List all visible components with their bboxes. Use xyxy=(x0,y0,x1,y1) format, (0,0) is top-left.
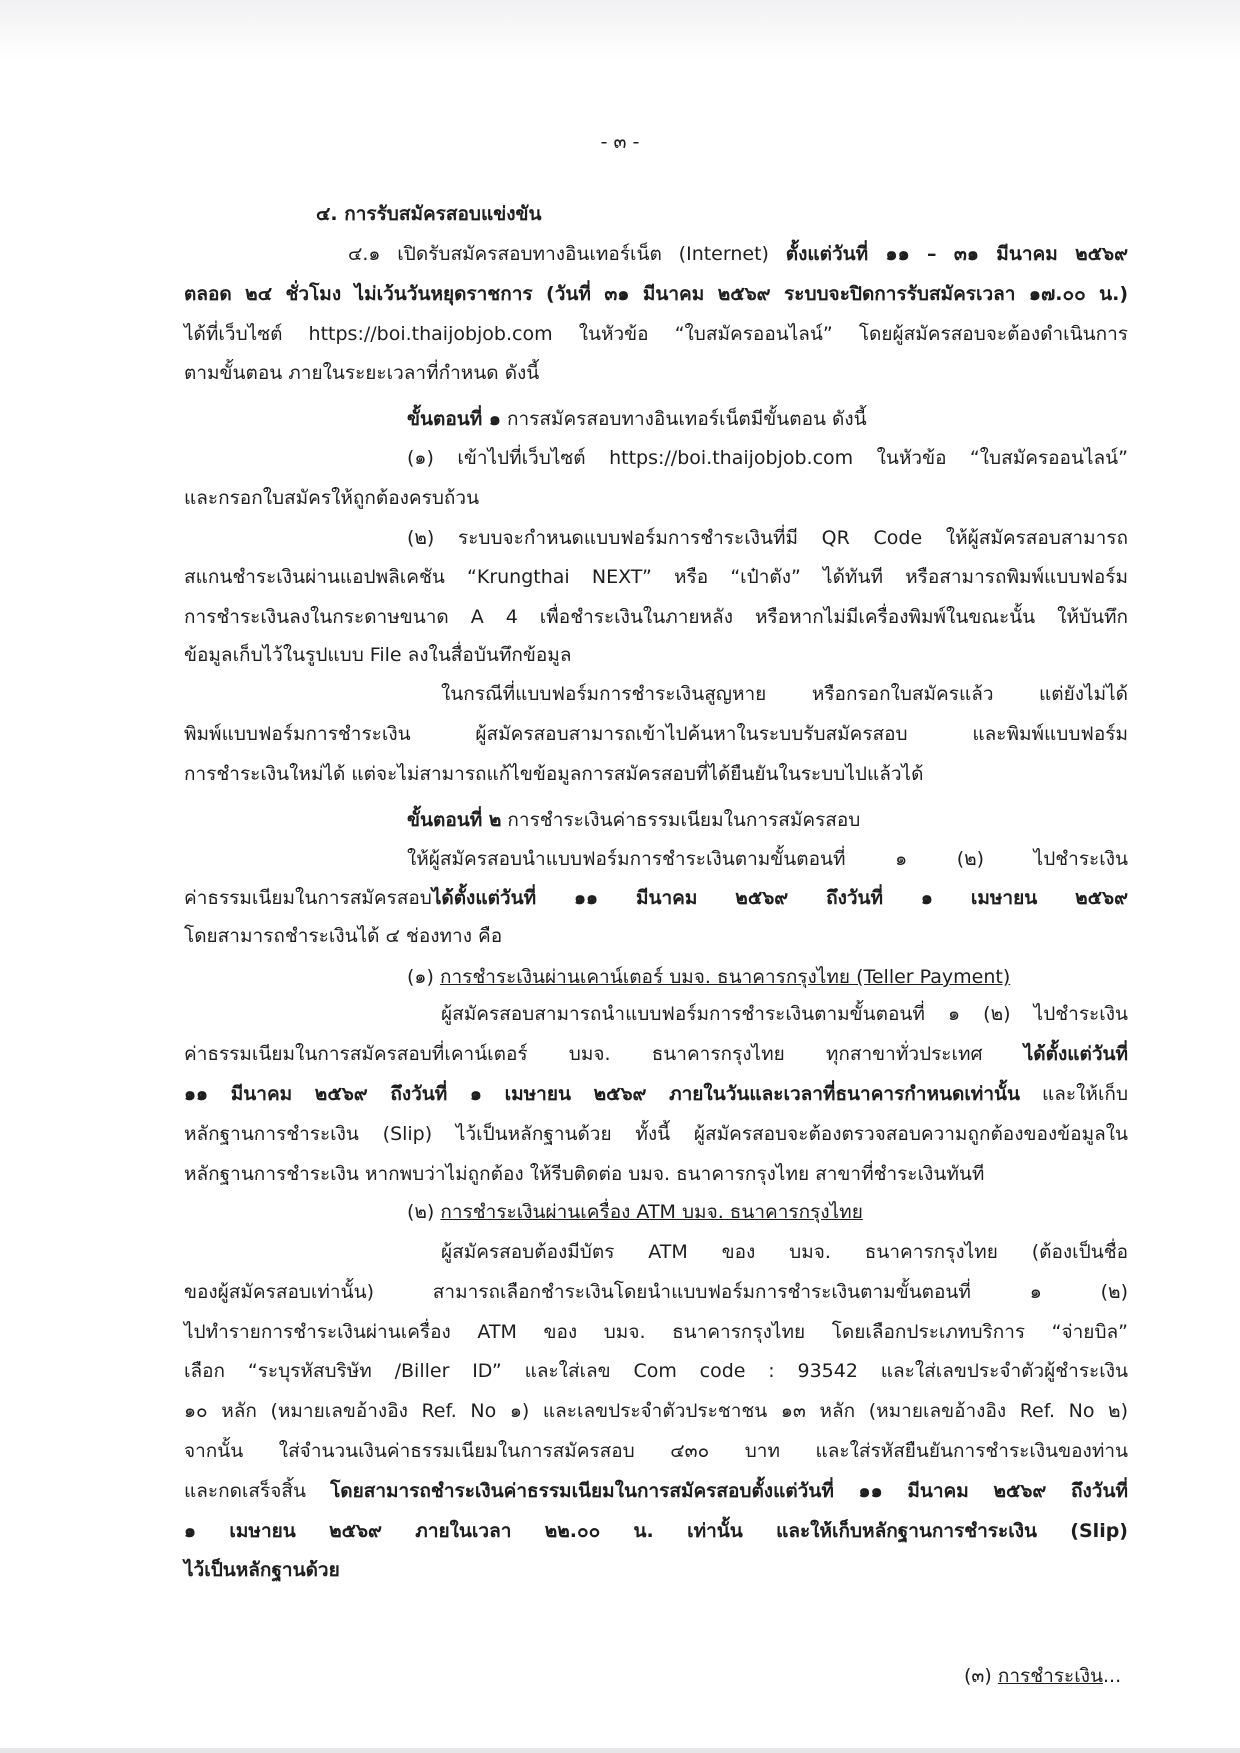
step-2-label: ขั้นตอนที่ ๒ xyxy=(407,809,502,831)
step-2-title: การชำระเงินค่าธรรมเนียมในการสมัครสอบ xyxy=(501,809,861,831)
method-1-dates: ๑๑ มีนาคม ๒๕๖๙ ถึงวันที่ ๑ เมษายน ๒๕๖๙ ภายในวันและเวลาที่ธนาคารกำหนดเท่านั้น xyxy=(184,1083,1020,1105)
continuation-footer xyxy=(964,1662,1121,1690)
method-2-number: (๒) xyxy=(407,1201,441,1223)
method-2-line-6: จากนั้น ใส่จำนวนเงินค่าธรรมเนียมในการสมัครสอบ ๔๓๐ บาท และใส่รหัสยืนยันการชำระเงินของท่าน xyxy=(184,1440,1128,1462)
method-2-line-7 xyxy=(184,1477,1128,1505)
step-1-item-1-line-1: (๑) เข้าไปที่เว็บไซต์ https://boi.thaijobjob.com ในหัวข้อ “ใบสมัครออนไลน์” xyxy=(407,447,1128,469)
method-1-text: ค่าธรรมเนียมในการสมัครสอบที่เคาน์เตอร์ บมจ. ธนาคารกรุงไทย ทุกสาขาทั่วประเทศ xyxy=(184,1043,1024,1065)
step-2-heading xyxy=(407,806,860,834)
step-1-lost-line-1: ในกรณีที่แบบฟอร์มการชำระเงินสูญหาย หรือกรอกใบสมัครแล้ว แต่ยังไม่ได้ xyxy=(441,683,1128,705)
method-2-title: การชำระเงินผ่านเครื่อง ATM บมจ. ธนาคารกรุงไทย xyxy=(440,1201,863,1223)
method-1-line-4: หลักฐานการชำระเงิน (Slip) ไว้เป็นหลักฐานด้วย ทั้งนี้ ผู้สมัครสอบจะต้องตรวจสอบความถูกต้องของข้อมูลใน xyxy=(184,1123,1128,1145)
step-2-intro-line-3: โดยสามารถชำระเงินได้ ๔ ช่องทาง คือ xyxy=(184,925,503,947)
method-2-line-8: ๑ เมษายน ๒๕๖๙ ภายในเวลา ๒๒.๐๐ น. เท่านั้น และให้เก็บหลักฐานการชำระเงิน (Slip) xyxy=(184,1520,1128,1542)
paragraph-4-1-line-4: ตามขั้นตอน ภายในระยะเวลาที่กำหนด ดังนี้ xyxy=(184,362,540,384)
method-1-line-1: ผู้สมัครสอบสามารถนำแบบฟอร์มการชำระเงินตามขั้นตอนที่ ๑ (๒) ไปชำระเงิน xyxy=(441,1003,1128,1025)
step-1-item-2-line-2: สแกนชำระเงินผ่านแอปพลิเคชัน “Krungthai NEXT” หรือ “เป๋าตัง” ได้ทันที หรือสามารถพิมพ์แบบฟอร์ม xyxy=(184,566,1128,588)
step-2-intro-line-2 xyxy=(184,884,1128,912)
step-1-item-2-line-4: ข้อมูลเก็บไว้ในรูปแบบ File ลงในสื่อบันทึกข้อมูล xyxy=(184,644,572,666)
method-1-line-5: หลักฐานการชำระเงิน หากพบว่าไม่ถูกต้อง ให้รีบติดต่อ บมจ. ธนาคารกรุงไทย สาขาที่ชำระเงินทันที xyxy=(184,1163,985,1185)
method-2-line-9: ไว้เป็นหลักฐานด้วย xyxy=(184,1559,340,1581)
step-1-label: ขั้นตอนที่ ๑ xyxy=(407,408,501,430)
step-1-title: การสมัครสอบทางอินเทอร์เน็ตมีขั้นตอน ดังนี้ xyxy=(500,408,867,430)
paragraph-4-1-line-2: ตลอด ๒๔ ชั่วโมง ไม่เว้นวันหยุดราชการ (วันที่ ๓๑ มีนาคม ๒๕๖๙ ระบบจะปิดการรับสมัครเวลา ๑๗.๐๐ น.) xyxy=(184,283,1128,305)
step-1-lost-line-3: การชำระเงินใหม่ได้ แต่จะไม่สามารถแก้ไขข้อมูลการสมัครสอบที่ได้ยืนยันในระบบไปแล้วได้ xyxy=(184,763,924,785)
scan-shadow-top xyxy=(0,0,1240,60)
step-1-item-1-line-2: และกรอกใบสมัครให้ถูกต้องครบถ้วน xyxy=(184,487,480,509)
section-heading: ๔. การรับสมัครสอบแข่งขัน xyxy=(316,203,542,225)
method-1-line-2 xyxy=(184,1040,1128,1068)
p41-dates: ตั้งแต่วันที่ ๑๑ – ๓๑ มีนาคม ๒๕๖๙ xyxy=(785,243,1128,265)
footer-continued-text: การชำระเงิน xyxy=(997,1665,1103,1687)
method-2-line-2: ของผู้สมัครสอบเท่านั้น) สามารถเลือกชำระเงินโดยนำแบบฟอร์มการชำระเงินตามขั้นตอนที่ ๑ (๒) xyxy=(184,1281,1128,1303)
scan-edge-bottom xyxy=(0,1748,1240,1753)
method-2-line-4: เลือก “ระบุรหัสบริษัท /Biller ID” และใส่เลข Com code : 93542 และใส่เลขประจำตัวผู้ชำระเงิน xyxy=(184,1360,1128,1382)
step-2-intro-text: ค่าธรรมเนียมในการสมัครสอบ xyxy=(184,887,432,909)
method-2-dates: โดยสามารถชำระเงินค่าธรรมเนียมในการสมัครสอบตั้งแต่วันที่ ๑๑ มีนาคม ๒๕๖๙ ถึงวันที่ xyxy=(330,1480,1128,1502)
step-1-lost-line-2: พิมพ์แบบฟอร์มการชำระเงิน ผู้สมัครสอบสามารถเข้าไปค้นหาในระบบรับสมัครสอบ และพิมพ์แบบฟอร์ม xyxy=(184,723,1128,745)
method-1-line-3 xyxy=(184,1080,1128,1108)
method-1-title: การชำระเงินผ่านเคาน์เตอร์ บมจ. ธนาคารกรุงไทย (Teller Payment) xyxy=(439,966,1011,988)
step-1-item-2-line-3: การชำระเงินลงในกระดาษขนาด A 4 เพื่อชำระเงินในภายหลัง หรือหากไม่มีเครื่องพิมพ์ในขณะนั้น ให้บันทึก xyxy=(184,606,1128,628)
method-2-text: และกดเสร็จสิ้น xyxy=(184,1480,331,1502)
method-1-number: (๑) xyxy=(407,966,440,988)
method-2-line-1: ผู้สมัครสอบต้องมีบัตร ATM ของ บมจ. ธนาคารกรุงไทย (ต้องเป็นชื่อ xyxy=(441,1241,1128,1263)
page-number: - ๓ - xyxy=(600,131,640,153)
step-1-heading xyxy=(407,405,867,433)
paragraph-4-1-line-3: ได้ที่เว็บไซต์ https://boi.thaijobjob.com ในหัวข้อ “ใบสมัครออนไลน์” โดยผู้สมัครสอบจะต้องดำเนินการ xyxy=(184,323,1128,345)
method-2-line-5: ๑๐ หลัก (หมายเลขอ้างอิง Ref. No ๑) และเลขประจำตัวประชาชน ๑๓ หลัก (หมายเลขอ้างอิง Ref. No ๒) xyxy=(184,1400,1128,1422)
method-1-heading xyxy=(407,963,1010,991)
method-2-line-3: ไปทำรายการชำระเงินผ่านเครื่อง ATM ของ บมจ. ธนาคารกรุงไทย โดยเลือกประเภทบริการ “จ่ายบิล” xyxy=(184,1321,1128,1343)
step-2-intro-line-1: ให้ผู้สมัครสอบนำแบบฟอร์มการชำระเงินตามขั้นตอนที่ ๑ (๒) ไปชำระเงิน xyxy=(407,848,1128,870)
step-1-item-2-line-1: (๒) ระบบจะกำหนดแบบฟอร์มการชำระเงินที่มี QR Code ให้ผู้สมัครสอบสามารถ xyxy=(407,527,1128,549)
paragraph-4-1-line-1 xyxy=(348,240,1128,268)
footer-dots: ... xyxy=(1102,1665,1122,1687)
method-1-text-2: และให้เก็บ xyxy=(1019,1083,1128,1105)
step-2-intro-dates: ได้ตั้งแต่วันที่ ๑๑ มีนาคม ๒๕๖๙ ถึงวันที่ ๑ เมษายน ๒๕๖๙ xyxy=(431,887,1128,909)
footer-number: (๓) xyxy=(964,1665,998,1687)
method-2-heading xyxy=(407,1198,863,1226)
method-1-dates-start: ได้ตั้งแต่วันที่ xyxy=(1023,1043,1128,1065)
p41-text: ๔.๑ เปิดรับสมัครสอบทางอินเทอร์เน็ต (Internet) xyxy=(348,243,786,265)
